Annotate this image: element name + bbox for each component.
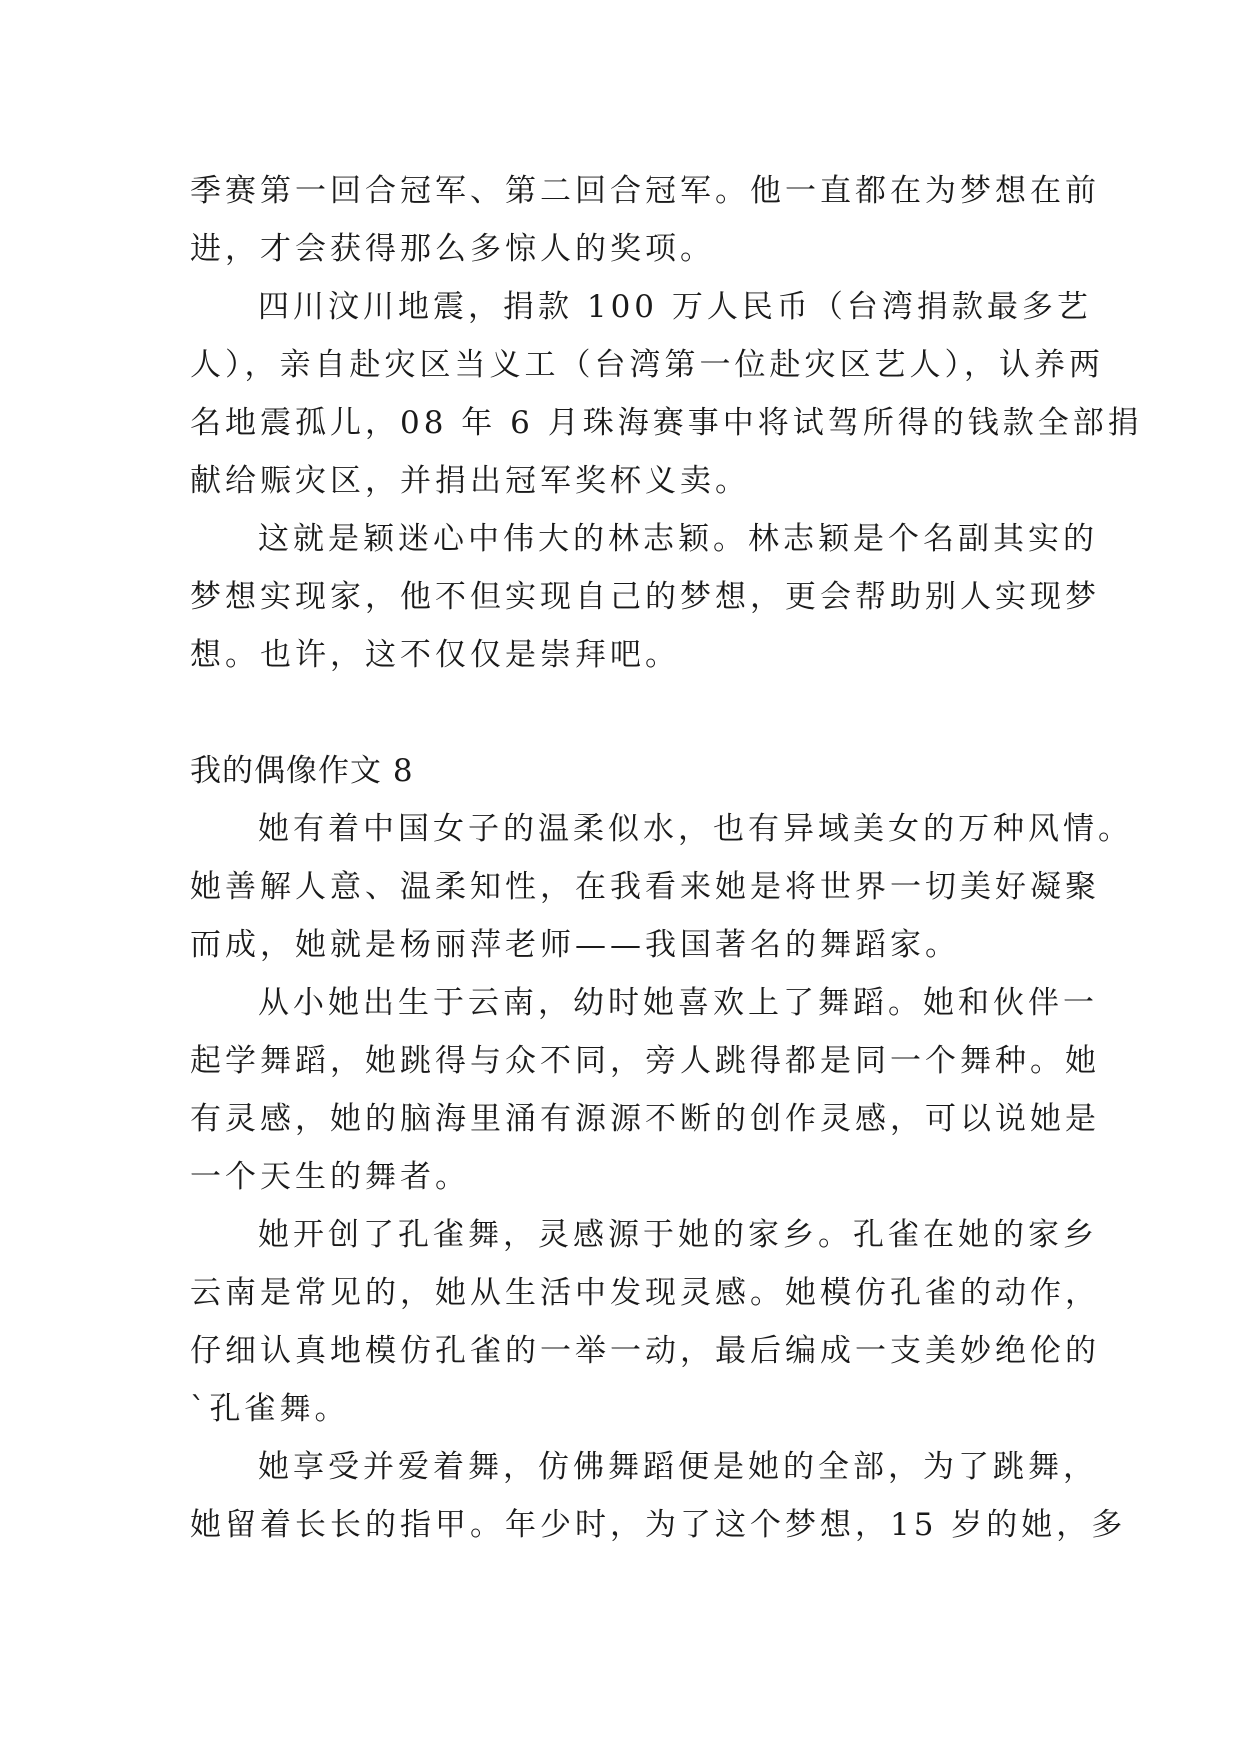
paragraph-line: 梦想实现家，他不但实现自己的梦想，更会帮助别人实现梦 <box>190 579 1100 615</box>
paragraph-line: 云南是常见的，她从生活中发现灵感。她模仿孔雀的动作， <box>190 1275 1100 1311</box>
paragraph-line: 四川汶川地震，捐款 100 万人民币（台湾捐款最多艺 <box>258 289 1092 325</box>
paragraph-line: 一个天生的舞者。 <box>190 1159 470 1195</box>
paragraph-line: 有灵感，她的脑海里涌有源源不断的创作灵感，可以说她是 <box>190 1101 1100 1137</box>
document-body <box>190 162 1143 1554</box>
paragraph-line: 名地震孤儿，08 年 6 月珠海赛事中将试驾所得的钱款全部捐 <box>190 405 1143 441</box>
paragraph-line: 从小她出生于云南，幼时她喜欢上了舞蹈。她和伙伴一 <box>258 985 1098 1021</box>
paragraph-line: 想。也许，这不仅仅是崇拜吧。 <box>190 637 680 673</box>
section-spacer <box>190 684 1056 742</box>
paragraph-line: 进，才会获得那么多惊人的奖项。 <box>190 231 715 267</box>
paragraph-line: 她开创了孔雀舞，灵感源于她的家乡。孔雀在她的家乡 <box>258 1217 1098 1253</box>
paragraph-line: 她留着长长的指甲。年少时，为了这个梦想，15 岁的她，多 <box>190 1507 1127 1543</box>
paragraph-line: 仔细认真地模仿孔雀的一举一动，最后编成一支美妙绝伦的 <box>190 1333 1100 1369</box>
paragraph-line: 而成，她就是杨丽萍老师——我国著名的舞蹈家。 <box>190 927 960 963</box>
paragraph-line: 她享受并爱着舞，仿佛舞蹈便是她的全部，为了跳舞， <box>258 1449 1098 1485</box>
paragraph-line: 她善解人意、温柔知性，在我看来她是将世界一切美好凝聚 <box>190 869 1100 905</box>
paragraph-line: 季赛第一回合冠军、第二回合冠军。他一直都在为梦想在前 <box>190 173 1100 209</box>
paragraph-line: 她有着中国女子的温柔似水，也有异域美女的万种风情。 <box>258 811 1133 847</box>
section-heading: 我的偶像作文 8 <box>190 753 414 789</box>
paragraph-line: 这就是颖迷心中伟大的林志颖。林志颖是个名副其实的 <box>258 521 1098 557</box>
paragraph-line: 起学舞蹈，她跳得与众不同，旁人跳得都是同一个舞种。她 <box>190 1043 1100 1079</box>
paragraph-line: 人），亲自赴灾区当义工（台湾第一位赴灾区艺人），认养两 <box>190 347 1104 383</box>
paragraph-line: 献给赈灾区，并捐出冠军奖杯义卖。 <box>190 463 750 499</box>
paragraph-line: `孔雀舞。 <box>190 1391 350 1427</box>
